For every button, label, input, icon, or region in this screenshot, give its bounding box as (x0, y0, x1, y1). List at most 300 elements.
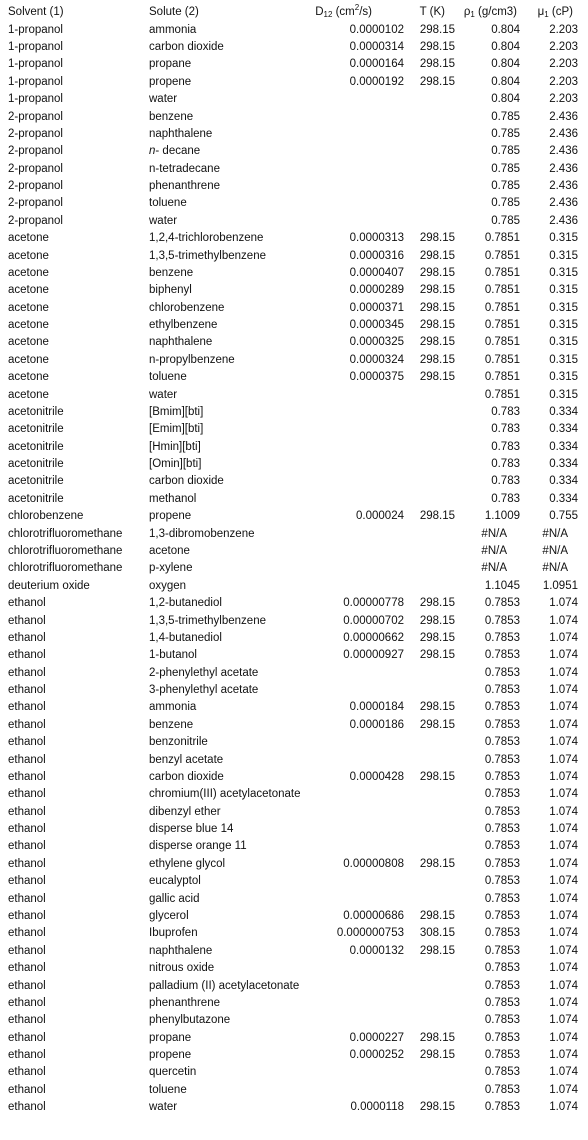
cell-viscosity[interactable]: 1.074 (549, 753, 578, 766)
cell-density[interactable]: 0.785 (491, 162, 520, 175)
cell-temperature[interactable]: 298.15 (419, 75, 455, 88)
cell-viscosity[interactable]: 2.203 (549, 40, 578, 53)
cell-density[interactable]: 0.7851 (484, 249, 520, 262)
cell-solute[interactable]: 3-phenylethyl acetate (149, 684, 259, 697)
cell-solvent[interactable]: acetone (8, 388, 49, 401)
cell-viscosity[interactable]: 1.074 (549, 1101, 578, 1114)
header-viscosity[interactable] (538, 4, 573, 21)
cell-solute[interactable]: palladium (II) acetylacetonate (149, 979, 300, 992)
cell-solvent[interactable]: 1-propanol (8, 93, 63, 106)
cell-density[interactable]: 0.804 (491, 40, 520, 53)
cell-temperature[interactable]: 298.15 (419, 319, 455, 332)
cell-d12[interactable]: 0.0000102 (349, 23, 404, 36)
cell-viscosity[interactable]: 1.074 (549, 1049, 578, 1062)
cell-solute[interactable]: 1,3-dibromobenzene (149, 527, 255, 540)
cell-solvent[interactable]: ethanol (8, 927, 46, 940)
cell-viscosity[interactable]: 0.334 (549, 475, 578, 488)
cell-density[interactable]: 0.7853 (484, 718, 520, 731)
cell-solute[interactable]: nitrous oxide (149, 962, 215, 975)
cell-d12[interactable]: 0.00000686 (343, 909, 404, 922)
cell-solute[interactable]: propene (149, 1049, 192, 1062)
cell-viscosity[interactable]: #N/A (542, 562, 568, 575)
cell-viscosity[interactable]: 0.315 (549, 249, 578, 262)
cell-viscosity[interactable]: 0.315 (549, 232, 578, 245)
cell-temperature[interactable]: 298.15 (419, 770, 455, 783)
cell-viscosity[interactable]: 0.315 (549, 319, 578, 332)
cell-viscosity[interactable]: 1.074 (549, 736, 578, 749)
cell-viscosity[interactable]: 1.074 (549, 1083, 578, 1096)
cell-solvent[interactable]: 1-propanol (8, 75, 63, 88)
cell-solvent[interactable]: acetone (8, 232, 49, 245)
cell-solvent[interactable]: ethanol (8, 840, 46, 853)
cell-viscosity[interactable]: 1.074 (549, 701, 578, 714)
cell-d12[interactable]: 0.0000118 (350, 1101, 404, 1114)
cell-density[interactable]: 0.7851 (484, 336, 520, 349)
cell-solute[interactable]: carbon dioxide (149, 475, 224, 488)
cell-d12[interactable]: 0.0000192 (349, 75, 404, 88)
cell-viscosity[interactable]: 1.074 (549, 857, 578, 870)
cell-temperature[interactable]: 298.15 (419, 1031, 455, 1044)
cell-density[interactable]: 0.7853 (484, 1066, 520, 1079)
header-density[interactable] (464, 4, 517, 21)
cell-solute[interactable]: 1,2-butanediol (149, 597, 222, 610)
cell-d12[interactable]: 0.0000375 (349, 371, 404, 384)
cell-solvent[interactable]: acetone (8, 336, 49, 349)
cell-d12[interactable]: 0.0000407 (349, 266, 404, 279)
cell-viscosity[interactable]: 2.436 (549, 180, 578, 193)
cell-viscosity[interactable]: 1.074 (549, 875, 578, 888)
cell-solvent[interactable]: ethanol (8, 892, 46, 905)
cell-density[interactable]: 0.7853 (484, 614, 520, 627)
cell-solvent[interactable]: 2-propanol (8, 145, 63, 158)
cell-temperature[interactable]: 308.15 (419, 927, 455, 940)
cell-viscosity[interactable]: 1.074 (549, 770, 578, 783)
cell-d12[interactable]: 0.00000662 (343, 631, 404, 644)
cell-density[interactable]: 0.7851 (484, 284, 520, 297)
cell-solute[interactable]: benzonitrile (149, 736, 208, 749)
cell-solvent[interactable]: ethanol (8, 857, 46, 870)
cell-solvent[interactable]: chlorobenzene (8, 510, 84, 523)
cell-density[interactable]: 0.804 (491, 23, 520, 36)
cell-solvent[interactable]: chlorotrifluoromethane (8, 527, 123, 540)
cell-solvent[interactable]: ethanol (8, 1031, 46, 1044)
cell-solute[interactable]: 1,3,5-trimethylbenzene (149, 614, 266, 627)
cell-viscosity[interactable]: 2.203 (549, 75, 578, 88)
cell-solute[interactable]: carbon dioxide (149, 40, 224, 53)
cell-viscosity[interactable]: 0.334 (549, 423, 578, 436)
cell-solvent[interactable]: acetone (8, 301, 49, 314)
cell-density[interactable]: 0.7853 (484, 597, 520, 610)
cell-density[interactable]: 0.7853 (484, 788, 520, 801)
cell-solvent[interactable]: ethanol (8, 666, 46, 679)
cell-density[interactable]: 0.785 (491, 214, 520, 227)
cell-viscosity[interactable]: 0.315 (549, 336, 578, 349)
cell-viscosity[interactable]: 1.074 (549, 1031, 578, 1044)
cell-viscosity[interactable]: 0.755 (549, 510, 578, 523)
cell-d12[interactable]: 0.0000132 (349, 944, 404, 957)
cell-temperature[interactable]: 298.15 (419, 232, 455, 245)
cell-solute[interactable]: gallic acid (149, 892, 200, 905)
cell-viscosity[interactable]: 1.074 (549, 666, 578, 679)
cell-density[interactable]: #N/A (481, 545, 507, 557)
cell-viscosity[interactable]: #N/A (542, 545, 568, 557)
cell-solvent[interactable]: chlorotrifluoromethane (8, 562, 123, 575)
cell-d12[interactable]: 0.0000324 (349, 353, 404, 366)
cell-density[interactable]: 0.7853 (484, 649, 520, 662)
cell-viscosity[interactable]: 1.074 (549, 892, 578, 905)
cell-solvent[interactable]: acetonitrile (8, 458, 64, 471)
cell-viscosity[interactable]: 1.074 (549, 718, 578, 731)
cell-temperature[interactable]: 298.15 (419, 353, 455, 366)
cell-density[interactable]: 0.7853 (484, 666, 520, 679)
cell-solute[interactable]: disperse orange 11 (149, 840, 247, 853)
cell-solvent[interactable]: ethanol (8, 875, 46, 888)
cell-density[interactable]: 1.1009 (484, 510, 520, 523)
cell-solute[interactable]: phenanthrene (149, 996, 220, 1009)
cell-d12[interactable]: 0.0000316 (349, 249, 404, 262)
cell-solute[interactable]: naphthalene (149, 127, 213, 140)
cell-temperature[interactable]: 298.15 (419, 284, 455, 297)
cell-solute[interactable]: chlorobenzene (149, 301, 225, 314)
cell-density[interactable]: 0.783 (491, 458, 520, 471)
cell-solute[interactable]: 2-phenylethyl acetate (149, 666, 259, 679)
cell-viscosity[interactable]: 1.074 (549, 649, 578, 662)
cell-d12[interactable]: 0.00000927 (343, 649, 404, 662)
cell-solvent[interactable]: ethanol (8, 1014, 46, 1027)
cell-viscosity[interactable]: 2.436 (549, 162, 578, 175)
cell-solvent[interactable]: acetonitrile (8, 475, 64, 488)
cell-temperature[interactable]: 298.15 (419, 857, 455, 870)
cell-solvent[interactable]: ethanol (8, 701, 46, 714)
cell-solute[interactable]: oxygen (149, 579, 187, 592)
cell-density[interactable]: 0.7851 (484, 266, 520, 279)
cell-solvent[interactable]: 1-propanol (8, 58, 63, 71)
cell-temperature[interactable]: 298.15 (419, 266, 455, 279)
cell-temperature[interactable]: 298.15 (419, 336, 455, 349)
cell-solute[interactable]: biphenyl (149, 284, 192, 297)
cell-density[interactable]: 0.7853 (484, 944, 520, 957)
header-solvent[interactable]: Solvent (1) (8, 6, 64, 18)
cell-solvent[interactable]: ethanol (8, 1066, 46, 1079)
cell-solute[interactable]: propane (149, 58, 192, 71)
cell-viscosity[interactable]: 1.074 (549, 944, 578, 957)
cell-density[interactable]: 0.7851 (484, 388, 520, 401)
cell-solute[interactable]: naphthalene (149, 336, 213, 349)
cell-viscosity[interactable]: 2.203 (549, 58, 578, 71)
cell-solvent[interactable]: ethanol (8, 962, 46, 975)
cell-temperature[interactable]: 298.15 (419, 1049, 455, 1062)
cell-viscosity[interactable]: 0.334 (549, 458, 578, 471)
cell-viscosity[interactable]: 0.315 (549, 266, 578, 279)
cell-solute[interactable]: naphthalene (149, 944, 213, 957)
cell-solvent[interactable]: ethanol (8, 1083, 46, 1096)
cell-viscosity[interactable]: 0.334 (549, 492, 578, 505)
cell-temperature[interactable]: 298.15 (419, 301, 455, 314)
cell-viscosity[interactable]: 1.074 (549, 614, 578, 627)
cell-solute[interactable]: water (149, 93, 178, 106)
cell-viscosity[interactable]: 0.334 (549, 440, 578, 453)
cell-d12[interactable]: 0.00000702 (343, 614, 404, 627)
cell-viscosity[interactable]: #N/A (542, 527, 568, 540)
cell-density[interactable]: 0.7853 (484, 1083, 520, 1096)
cell-density[interactable]: 0.7853 (484, 840, 520, 853)
cell-temperature[interactable]: 298.15 (419, 249, 455, 262)
cell-solute[interactable]: acetone (149, 545, 190, 557)
cell-viscosity[interactable]: 1.074 (549, 1066, 578, 1079)
cell-density[interactable]: 0.783 (491, 475, 520, 488)
cell-viscosity[interactable]: 1.074 (549, 909, 578, 922)
cell-density[interactable]: 0.7851 (484, 301, 520, 314)
cell-temperature[interactable]: 298.15 (419, 631, 455, 644)
cell-d12[interactable]: 0.00000808 (343, 857, 404, 870)
cell-density[interactable]: 0.7853 (484, 996, 520, 1009)
cell-viscosity[interactable]: 0.334 (549, 405, 578, 418)
cell-density[interactable]: 0.7853 (484, 1014, 520, 1027)
cell-viscosity[interactable]: 0.315 (549, 301, 578, 314)
cell-density[interactable]: 0.7853 (484, 736, 520, 749)
cell-density[interactable]: 0.785 (491, 145, 520, 158)
cell-viscosity[interactable]: 1.074 (549, 631, 578, 644)
cell-viscosity[interactable]: 0.315 (549, 284, 578, 297)
cell-solvent[interactable]: acetone (8, 266, 49, 279)
cell-viscosity[interactable]: 2.436 (549, 197, 578, 210)
cell-solute[interactable]: water (149, 388, 178, 401)
cell-temperature[interactable]: 298.15 (419, 944, 455, 957)
cell-solute[interactable]: glycerol (149, 909, 189, 922)
cell-solute[interactable]: toluene (149, 197, 187, 210)
cell-viscosity[interactable]: 1.074 (549, 1014, 578, 1027)
cell-solute[interactable]: ethylbenzene (149, 319, 218, 332)
cell-solute[interactable]: ammonia (149, 701, 197, 714)
cell-solvent[interactable]: acetone (8, 284, 49, 297)
cell-solute[interactable]: n- decane (149, 145, 201, 158)
cell-density[interactable]: 0.785 (491, 180, 520, 193)
cell-density[interactable]: 0.7853 (484, 979, 520, 992)
cell-density[interactable]: #N/A (481, 527, 507, 540)
cell-solute[interactable]: benzyl acetate (149, 753, 224, 766)
cell-solute[interactable]: benzene (149, 110, 194, 123)
cell-density[interactable]: 0.7853 (484, 753, 520, 766)
cell-solvent[interactable]: ethanol (8, 684, 46, 697)
cell-d12[interactable]: 0.00000778 (343, 597, 404, 610)
cell-d12[interactable]: 0.000024 (356, 510, 404, 523)
cell-solute[interactable]: chromium(III) acetylacetonate (149, 788, 301, 801)
cell-solvent[interactable]: acetone (8, 353, 49, 366)
header-solute[interactable]: Solute (2) (149, 6, 199, 18)
cell-density[interactable]: #N/A (481, 562, 507, 575)
cell-solvent[interactable]: ethanol (8, 805, 46, 818)
cell-solvent[interactable]: 1-propanol (8, 40, 63, 53)
cell-solute[interactable]: [Hmin][bti] (149, 440, 201, 453)
cell-viscosity[interactable]: 1.074 (549, 962, 578, 975)
cell-viscosity[interactable]: 2.436 (549, 145, 578, 158)
cell-solute[interactable]: [Omin][bti] (149, 458, 202, 471)
cell-solvent[interactable]: 2-propanol (8, 127, 63, 140)
cell-density[interactable]: 0.7853 (484, 684, 520, 697)
header-d12[interactable] (315, 4, 372, 21)
cell-solute[interactable]: 1-butanol (149, 649, 197, 662)
cell-d12[interactable]: 0.0000345 (349, 319, 404, 332)
cell-solvent[interactable]: acetonitrile (8, 492, 64, 505)
cell-temperature[interactable]: 298.15 (419, 909, 455, 922)
cell-solvent[interactable]: deuterium oxide (8, 579, 90, 592)
cell-solute[interactable]: [Bmim][bti] (149, 405, 204, 418)
cell-solvent[interactable]: 1-propanol (8, 23, 63, 36)
cell-solvent[interactable]: ethanol (8, 597, 46, 610)
cell-density[interactable]: 1.1045 (484, 579, 520, 592)
cell-solvent[interactable]: ethanol (8, 770, 46, 783)
cell-viscosity[interactable]: 1.074 (549, 788, 578, 801)
cell-density[interactable]: 0.7853 (484, 770, 520, 783)
cell-solvent[interactable]: acetonitrile (8, 405, 64, 418)
cell-solvent[interactable]: 2-propanol (8, 110, 63, 123)
cell-viscosity[interactable]: 1.074 (549, 597, 578, 610)
cell-density[interactable]: 0.7851 (484, 371, 520, 384)
cell-viscosity[interactable]: 1.074 (549, 840, 578, 853)
cell-density[interactable]: 0.785 (491, 197, 520, 210)
cell-d12[interactable]: 0.0000325 (349, 336, 404, 349)
cell-density[interactable]: 0.783 (491, 492, 520, 505)
cell-solute[interactable]: methanol (149, 492, 197, 505)
cell-viscosity[interactable]: 0.315 (549, 371, 578, 384)
cell-viscosity[interactable]: 1.074 (549, 823, 578, 836)
cell-density[interactable]: 0.7851 (484, 232, 520, 245)
cell-solvent[interactable]: ethanol (8, 996, 46, 1009)
cell-solute[interactable]: phenylbutazone (149, 1014, 231, 1027)
cell-solvent[interactable]: ethanol (8, 718, 46, 731)
cell-solute[interactable]: 1,3,5-trimethylbenzene (149, 249, 266, 262)
cell-solvent[interactable]: 2-propanol (8, 214, 63, 227)
cell-temperature[interactable]: 298.15 (419, 23, 455, 36)
cell-temperature[interactable]: 298.15 (419, 718, 455, 731)
cell-solvent[interactable]: ethanol (8, 614, 46, 627)
cell-density[interactable]: 0.783 (491, 423, 520, 436)
cell-solvent[interactable]: 2-propanol (8, 180, 63, 193)
cell-density[interactable]: 0.7853 (484, 1101, 520, 1114)
cell-solvent[interactable]: ethanol (8, 944, 46, 957)
cell-density[interactable]: 0.783 (491, 440, 520, 453)
cell-solute[interactable]: n-tetradecane (149, 162, 220, 175)
cell-solute[interactable]: propene (149, 75, 192, 88)
cell-solvent[interactable]: 2-propanol (8, 162, 63, 175)
cell-solvent[interactable]: chlorotrifluoromethane (8, 545, 123, 557)
cell-solvent[interactable]: ethanol (8, 909, 46, 922)
cell-temperature[interactable]: 298.15 (419, 510, 455, 523)
cell-density[interactable]: 0.804 (491, 58, 520, 71)
cell-d12[interactable]: 0.0000186 (349, 718, 404, 731)
cell-density[interactable]: 0.7853 (484, 857, 520, 870)
cell-solvent[interactable]: acetone (8, 371, 49, 384)
cell-solute[interactable]: 1,2,4-trichlorobenzene (149, 232, 264, 245)
cell-temperature[interactable]: 298.15 (419, 597, 455, 610)
cell-d12[interactable]: 0.000000753 (336, 927, 404, 940)
cell-d12[interactable]: 0.0000428 (349, 770, 404, 783)
cell-viscosity[interactable]: 1.074 (549, 979, 578, 992)
cell-solute[interactable]: n-propylbenzene (149, 353, 235, 366)
cell-density[interactable]: 0.7853 (484, 875, 520, 888)
cell-density[interactable]: 0.7853 (484, 962, 520, 975)
cell-solute[interactable]: 1,4-butanediol (149, 631, 222, 644)
cell-viscosity[interactable]: 1.074 (549, 684, 578, 697)
cell-solvent[interactable]: acetonitrile (8, 423, 64, 436)
cell-temperature[interactable]: 298.15 (419, 1101, 455, 1114)
cell-solvent[interactable]: ethanol (8, 753, 46, 766)
cell-temperature[interactable]: 298.15 (419, 614, 455, 627)
cell-d12[interactable]: 0.0000252 (349, 1049, 404, 1062)
cell-solvent[interactable]: ethanol (8, 788, 46, 801)
cell-solute[interactable]: dibenzyl ether (149, 805, 221, 818)
cell-d12[interactable]: 0.0000313 (349, 232, 404, 245)
cell-density[interactable]: 0.7853 (484, 823, 520, 836)
cell-solute[interactable]: quercetin (149, 1066, 197, 1079)
cell-solvent[interactable]: ethanol (8, 736, 46, 749)
cell-viscosity[interactable]: 0.315 (549, 353, 578, 366)
cell-density[interactable]: 0.7851 (484, 319, 520, 332)
cell-solvent[interactable]: ethanol (8, 1101, 46, 1114)
cell-temperature[interactable]: 298.15 (419, 649, 455, 662)
cell-solvent[interactable]: ethanol (8, 1049, 46, 1062)
cell-d12[interactable]: 0.0000289 (349, 284, 404, 297)
cell-solvent[interactable]: acetone (8, 319, 49, 332)
cell-viscosity[interactable]: 1.074 (549, 805, 578, 818)
cell-solvent[interactable]: ethanol (8, 631, 46, 644)
cell-viscosity[interactable]: 0.315 (549, 388, 578, 401)
cell-solvent[interactable]: ethanol (8, 979, 46, 992)
cell-density[interactable]: 0.783 (491, 405, 520, 418)
cell-d12[interactable]: 0.0000314 (349, 40, 404, 53)
cell-solute[interactable]: eucalyptol (149, 875, 201, 888)
cell-d12[interactable]: 0.0000227 (349, 1031, 404, 1044)
cell-temperature[interactable]: 298.15 (419, 40, 455, 53)
cell-solvent[interactable]: ethanol (8, 649, 46, 662)
cell-solute[interactable]: benzene (149, 266, 194, 279)
cell-d12[interactable]: 0.0000371 (349, 301, 404, 314)
cell-solvent[interactable]: 2-propanol (8, 197, 63, 210)
cell-temperature[interactable]: 298.15 (419, 371, 455, 384)
cell-density[interactable]: 0.7853 (484, 1031, 520, 1044)
cell-solute[interactable]: [Emim][bti] (149, 423, 204, 436)
cell-solute[interactable]: benzene (149, 718, 194, 731)
cell-solute[interactable]: toluene (149, 371, 187, 384)
cell-solute[interactable]: p-xylene (149, 562, 193, 575)
cell-solvent[interactable]: ethanol (8, 823, 46, 836)
cell-density[interactable]: 0.7853 (484, 631, 520, 644)
cell-d12[interactable]: 0.0000184 (349, 701, 404, 714)
cell-density[interactable]: 0.7853 (484, 927, 520, 940)
cell-solvent[interactable]: acetonitrile (8, 440, 64, 453)
cell-temperature[interactable]: 298.15 (419, 58, 455, 71)
cell-viscosity[interactable]: 1.074 (549, 996, 578, 1009)
cell-density[interactable]: 0.7853 (484, 892, 520, 905)
cell-solute[interactable]: water (149, 214, 178, 227)
cell-density[interactable]: 0.785 (491, 127, 520, 140)
cell-solute[interactable]: ammonia (149, 23, 197, 36)
cell-density[interactable]: 0.804 (491, 75, 520, 88)
cell-density[interactable]: 0.7853 (484, 805, 520, 818)
cell-viscosity[interactable]: 2.436 (549, 127, 578, 140)
cell-d12[interactable]: 0.0000164 (349, 58, 404, 71)
cell-density[interactable]: 0.785 (491, 110, 520, 123)
cell-density[interactable]: 0.7853 (484, 1049, 520, 1062)
cell-solvent[interactable]: acetone (8, 249, 49, 262)
cell-viscosity[interactable]: 2.203 (549, 23, 578, 36)
cell-solute[interactable]: carbon dioxide (149, 770, 224, 783)
cell-density[interactable]: 0.7853 (484, 909, 520, 922)
cell-density[interactable]: 0.804 (491, 93, 520, 106)
cell-density[interactable]: 0.7851 (484, 353, 520, 366)
cell-solute[interactable]: ethylene glycol (149, 857, 226, 870)
cell-viscosity[interactable]: 1.0951 (542, 579, 578, 592)
